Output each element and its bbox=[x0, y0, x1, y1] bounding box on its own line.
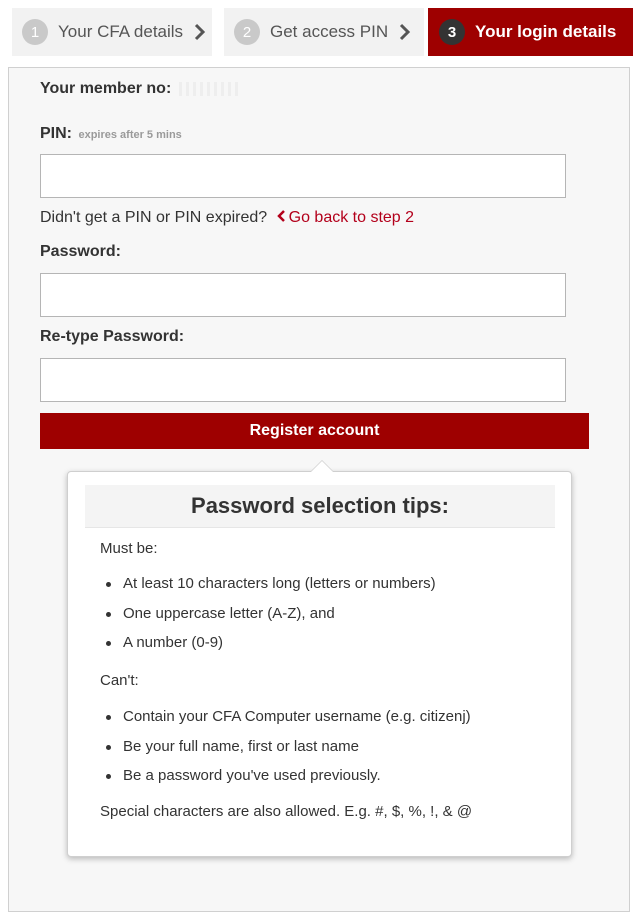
password-label: Password: bbox=[40, 243, 121, 260]
member-number bbox=[40, 80, 239, 98]
step-3-number: 3 bbox=[439, 19, 465, 45]
go-back-step-2-link[interactable] bbox=[276, 209, 414, 226]
step-3-tab[interactable] bbox=[428, 8, 633, 56]
pin-expiry-hint: expires after 5 mins bbox=[78, 129, 182, 141]
list-item: A number (0-9) bbox=[104, 628, 436, 658]
pin-label-row bbox=[40, 125, 182, 143]
cant-list bbox=[104, 702, 471, 791]
popover-arrow bbox=[310, 460, 334, 472]
must-be-heading: Must be: bbox=[100, 540, 158, 557]
special-characters-note: Special characters are also allowed. E.g. #, $, %, !, & @ bbox=[100, 803, 473, 820]
list-item: Contain your CFA Computer username (e.g. citizenj) bbox=[104, 702, 471, 732]
step-2-tab[interactable] bbox=[224, 8, 424, 56]
retype-password-label: Re-type Password: bbox=[40, 328, 185, 345]
member-number-value bbox=[179, 82, 239, 96]
list-item: Be a password you've used previously. bbox=[104, 761, 471, 791]
must-be-list bbox=[104, 569, 436, 658]
member-number-label: Your member no: bbox=[40, 80, 172, 97]
step-1-label: Your CFA details bbox=[58, 22, 184, 41]
password-input[interactable] bbox=[40, 273, 566, 317]
step-1-tab[interactable] bbox=[12, 8, 212, 56]
pin-value-redacted bbox=[49, 167, 119, 185]
cant-heading: Can't: bbox=[100, 672, 139, 689]
password-tips-popover bbox=[67, 471, 572, 857]
pin-help-text: Didn't get a PIN or PIN expired? bbox=[40, 209, 268, 226]
step-2-number: 2 bbox=[234, 19, 260, 45]
tips-title: Password selection tips: bbox=[85, 485, 555, 528]
go-back-step-2-label: Go back to step 2 bbox=[288, 209, 415, 226]
step-1-number: 1 bbox=[22, 19, 48, 45]
list-item: At least 10 characters long (letters or numbers) bbox=[104, 569, 436, 599]
list-item: One uppercase letter (A-Z), and bbox=[104, 599, 436, 629]
chevron-left-icon bbox=[276, 209, 286, 223]
chevron-right-icon bbox=[398, 22, 412, 42]
register-account-button[interactable]: Register account bbox=[40, 413, 589, 449]
chevron-right-icon bbox=[193, 22, 207, 42]
pin-label: PIN: bbox=[40, 125, 72, 142]
step-navigation bbox=[12, 8, 626, 56]
step-2-label: Get access PIN bbox=[270, 22, 389, 41]
list-item: Be your full name, first or last name bbox=[104, 732, 471, 762]
pin-help bbox=[40, 209, 414, 227]
retype-password-input[interactable] bbox=[40, 358, 566, 402]
step-3-label: Your login details bbox=[475, 22, 617, 41]
